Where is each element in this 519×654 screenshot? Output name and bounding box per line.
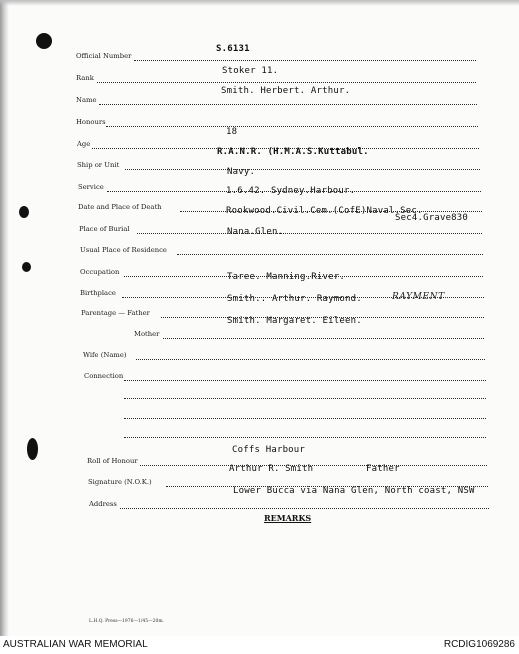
- ship-label: Ship or Unit: [77, 161, 120, 169]
- address-label: Address: [89, 500, 117, 508]
- punch-hole: [22, 262, 31, 272]
- age-value: 18: [226, 127, 238, 137]
- residence-label: Usual Place of Residence: [80, 246, 167, 254]
- connection-line: [124, 380, 486, 381]
- printer-note: L.H.Q. Press—1976—1/45—20m.: [89, 619, 165, 624]
- father-value: Smith.. Arthur. Raymond.: [227, 294, 362, 304]
- wife-line: [136, 359, 485, 360]
- rank-line: [97, 82, 476, 83]
- mother-label: Mother: [134, 330, 160, 338]
- official-number-value: S.6131: [216, 44, 250, 54]
- death-label: Date and Place of Death: [78, 203, 162, 211]
- card-top-shadow: [0, 0, 519, 6]
- honours-label: Honours: [76, 118, 106, 126]
- signature-relation-value: Father: [366, 464, 400, 474]
- residence-line: [177, 254, 483, 255]
- birthplace-value: Taree. Manning.River.: [227, 272, 345, 282]
- signature-value: Arthur R. Smith: [229, 464, 314, 474]
- card-edge-shadow: [0, 0, 9, 636]
- honours-line: [106, 126, 478, 127]
- burial-line: [137, 233, 482, 234]
- service-label: Service: [78, 183, 104, 191]
- connection-extra-line: [124, 398, 486, 399]
- age-label: Age: [77, 140, 91, 148]
- burial-value: Rookwood.Civil.Cem.(CofE)Naval.Sec.: [226, 206, 423, 216]
- punch-hole: [36, 33, 52, 49]
- name-value: Smith. Herbert. Arthur.: [221, 86, 351, 96]
- archive-footer: [0, 636, 519, 654]
- roll-line: [140, 465, 487, 466]
- mother-value: Smith. Margaret. Eileen.: [227, 316, 362, 326]
- ship-value: R.A.N.R. (H.M.A.S.Kuttabul.: [217, 147, 369, 157]
- official-number-label: Official Number: [76, 52, 132, 60]
- official-number-line: [134, 60, 476, 61]
- name-label: Name: [76, 96, 97, 104]
- connection-extra-line: [124, 437, 486, 438]
- punch-hole: [19, 206, 29, 218]
- roll-label: Roll of Honour: [87, 457, 138, 465]
- occupation-label: Occupation: [80, 268, 120, 276]
- archive-name: AUSTRALIAN WAR MEMORIAL: [3, 639, 148, 650]
- connection-extra-line: [124, 418, 486, 419]
- father-handwritten-correction: RAYMENT: [392, 292, 445, 302]
- roll-value: Coffs Harbour: [232, 445, 306, 455]
- wife-label: Wife (Name): [83, 351, 127, 359]
- burial-grave-value: Sec4.Grave830: [395, 213, 469, 223]
- rank-label: Rank: [76, 74, 94, 82]
- signature-label: Signature (N.O.K.): [88, 478, 152, 486]
- ship-line: [125, 169, 480, 170]
- father-label: Parentage — Father: [81, 309, 150, 317]
- rank-value: Stoker 11.: [222, 66, 279, 76]
- address-line: [120, 508, 489, 509]
- archive-id: RCDIG1069286: [443, 639, 515, 650]
- death-value: 1.6.42. Sydney.Harbour.: [226, 186, 356, 196]
- remarks-heading: REMARKS: [264, 513, 312, 523]
- name-line: [99, 104, 477, 105]
- residence-value: Nana.Glen.: [227, 227, 284, 237]
- connection-label: Connection: [84, 372, 124, 380]
- burial-label: Place of Burial: [79, 225, 130, 233]
- service-value: Navy.: [227, 167, 256, 177]
- mother-line: [163, 338, 484, 339]
- address-value: Lower Bucca via Nana Glen, North coast, NSW: [233, 486, 475, 496]
- birthplace-label: Birthplace: [80, 289, 116, 297]
- punch-hole: [27, 438, 38, 460]
